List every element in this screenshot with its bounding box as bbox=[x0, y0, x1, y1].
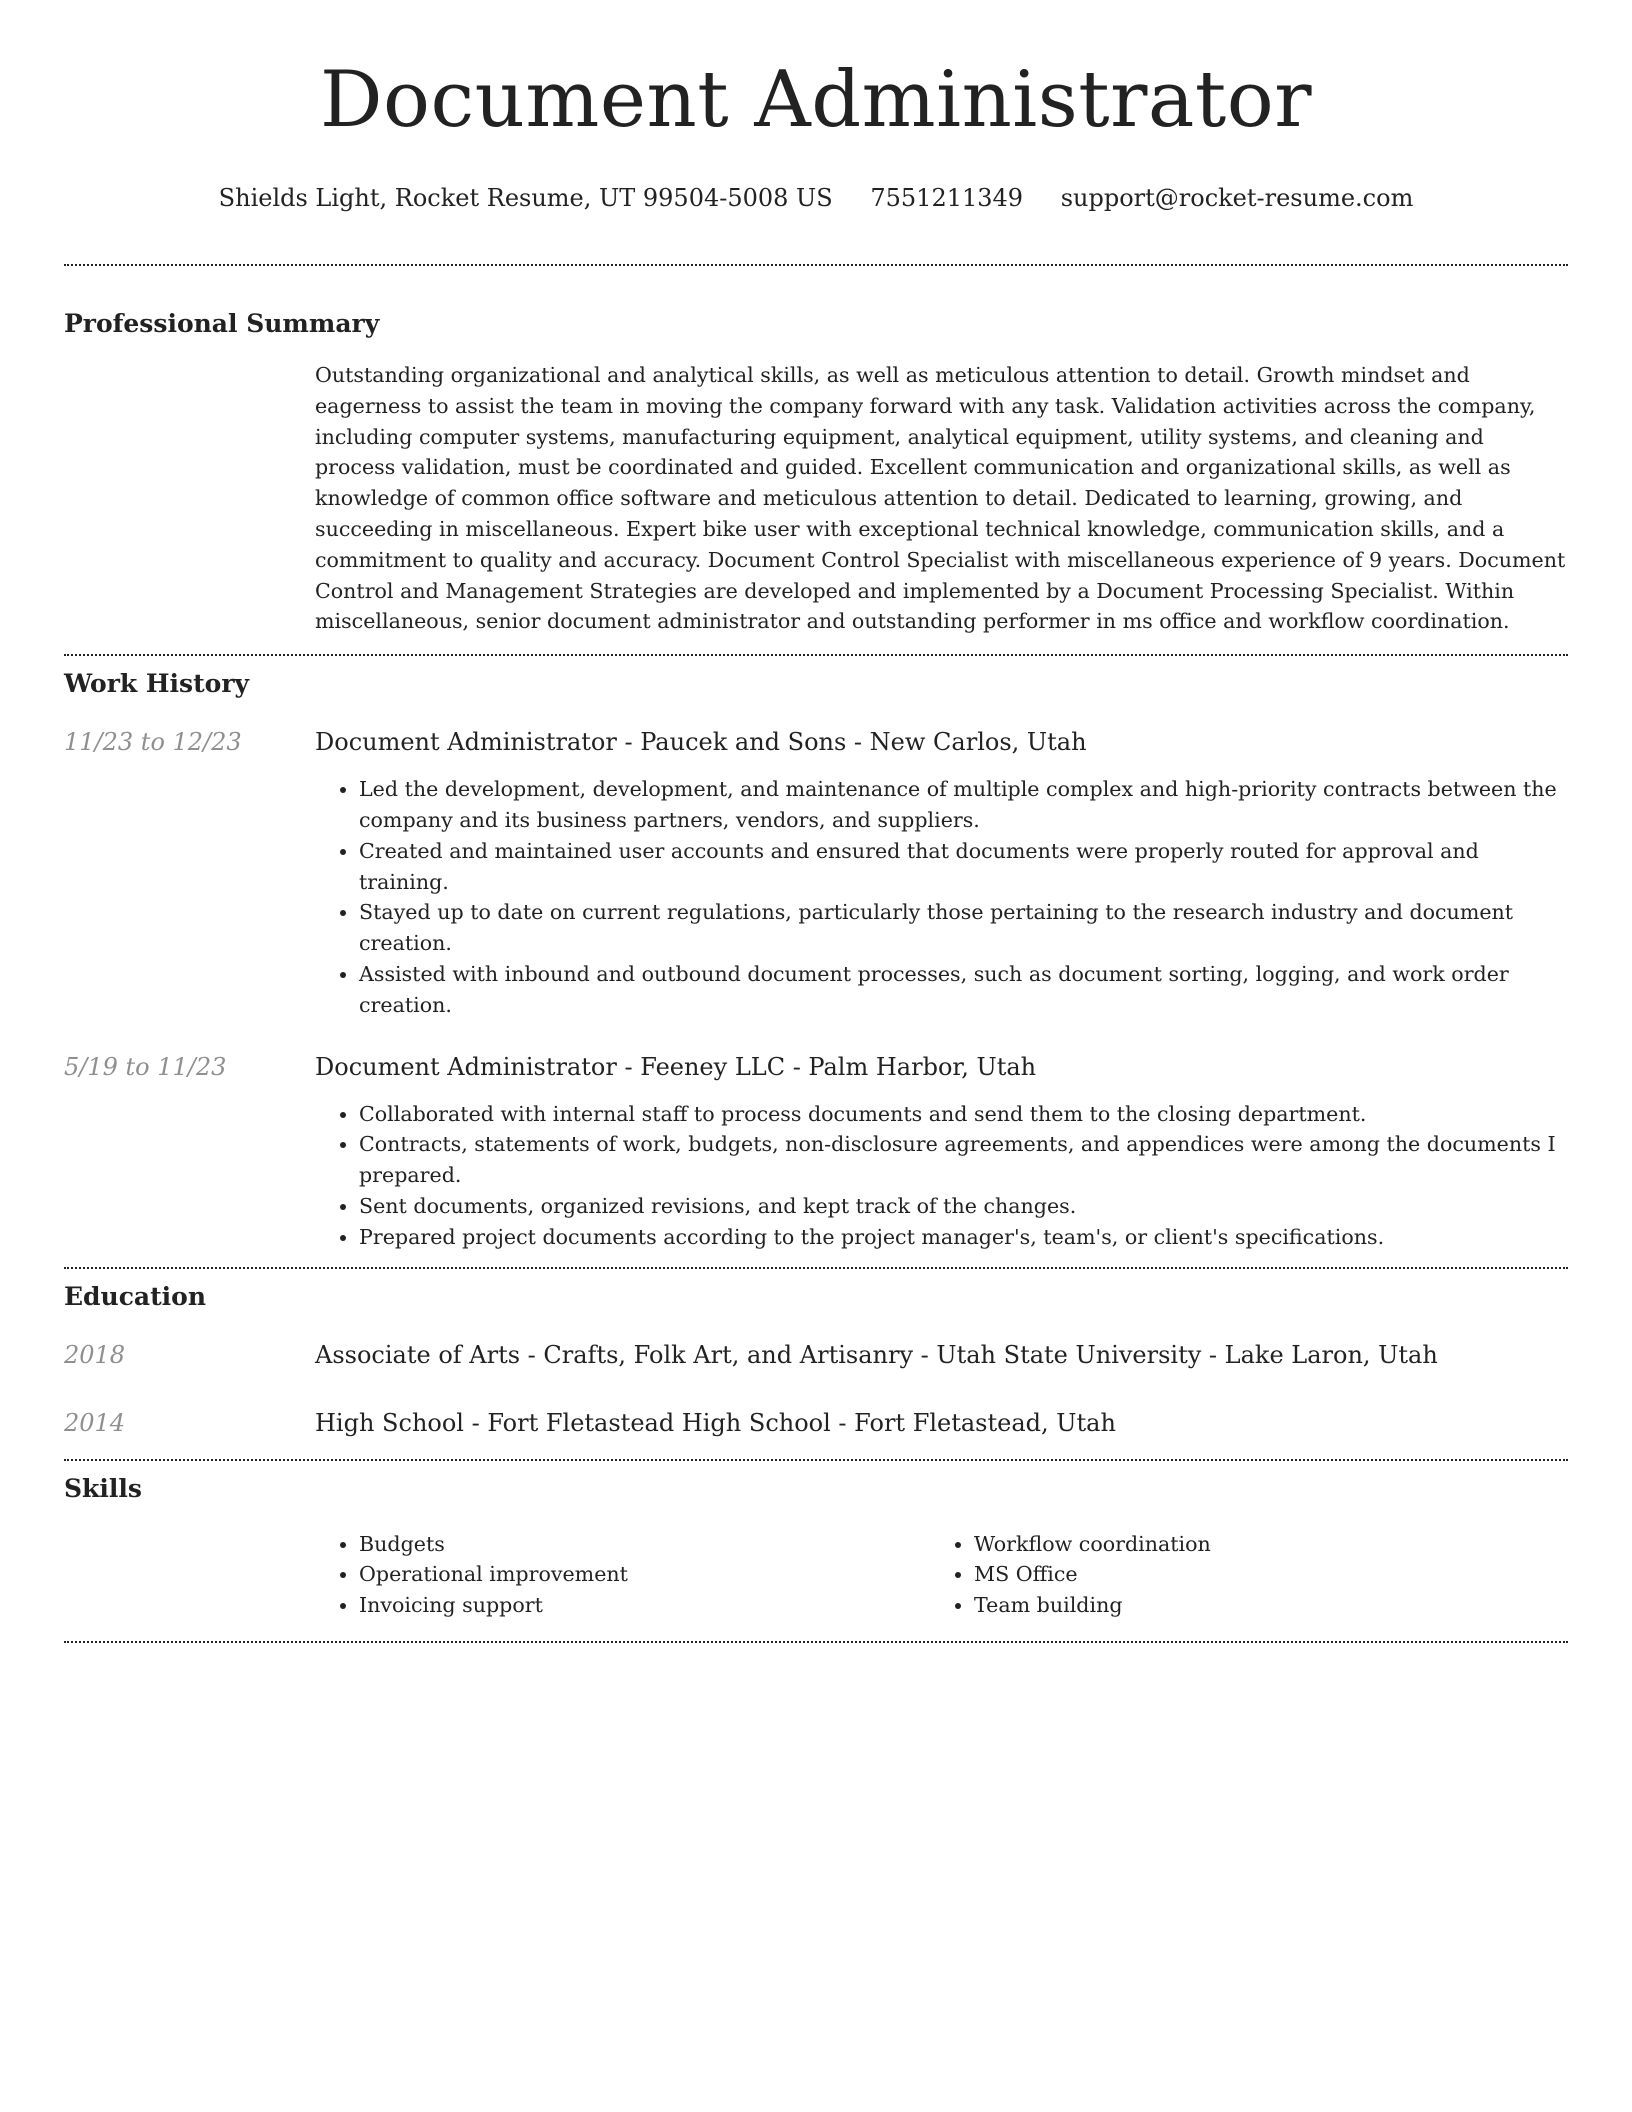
skills-grid bbox=[315, 1529, 1568, 1621]
divider bbox=[64, 1641, 1568, 1643]
job-bullets bbox=[315, 774, 1568, 1020]
summary-text: Outstanding organizational and analytical skills, as well as meticulous attention to detail. Growth mindset and eagerness to assist the team in moving the company forward with any task. Validation activities across the company, including computer systems, manufacturing equipment, analytical equipment, utility systems, and cleaning and process validation, must be coordinated and guided. Excellent communication and organizational skills, as well as knowledge of common office software and meticulous attention to detail. Dedicated to learning, growing, and succeeding in miscellaneous. Expert bike user with exceptional technical knowledge, communication skills, and a commitment to quality and accuracy. Document Control Specialist with miscellaneous experience of 9 years. Document Control and Management Strategies are developed and implemented by a Document Processing Specialist. Within miscellaneous, senior document administrator and outstanding performer in ms office and workflow coordination. bbox=[315, 363, 1566, 634]
job-heading bbox=[315, 726, 1568, 758]
job-dates: 5/19 to 11/23 bbox=[64, 1052, 227, 1081]
job-role: Document Administrator bbox=[315, 1052, 617, 1081]
education-degree: Associate of Arts - Crafts, Folk Art, and Artisanry bbox=[315, 1340, 913, 1369]
divider bbox=[64, 264, 1568, 266]
skill-item: • Team building bbox=[974, 1590, 1545, 1621]
summary-spacer bbox=[64, 360, 315, 637]
skill-item: • Workflow coordination bbox=[974, 1529, 1545, 1560]
contact-line bbox=[64, 182, 1568, 214]
skill-item: • Budgets bbox=[359, 1529, 930, 1560]
job-bullet: • Prepared project documents according to the project manager's, team's, or client's specifications. bbox=[359, 1222, 1568, 1253]
section-title-education: Education bbox=[64, 1281, 207, 1311]
job-bullet: • Assisted with inbound and outbound document processes, such as document sorting, logging, and work order creation. bbox=[359, 959, 1568, 1021]
summary-section bbox=[64, 308, 1568, 637]
skill-item: • Operational improvement bbox=[359, 1559, 930, 1590]
education-year: 2014 bbox=[64, 1408, 126, 1437]
job-entry bbox=[64, 1051, 1568, 1253]
education-entry bbox=[64, 1407, 1568, 1439]
job-role: Document Administrator bbox=[315, 728, 617, 757]
job-bullet: • Collaborated with internal staff to process documents and send them to the closing department. bbox=[359, 1099, 1568, 1130]
skills-list-left bbox=[315, 1529, 930, 1621]
job-bullet: • Contracts, statements of work, budgets, non-disclosure agreements, and appendices were among the documents I prepared. bbox=[359, 1129, 1568, 1191]
education-section bbox=[64, 1281, 1568, 1439]
section-title-skills: Skills bbox=[64, 1473, 142, 1503]
education-details: - Fort Fletastead High School - Fort Fletastead, Utah bbox=[463, 1408, 1116, 1437]
divider bbox=[64, 1267, 1568, 1269]
contact-address: Shields Light, Rocket Resume, UT 99504-5008 US bbox=[218, 184, 833, 212]
divider bbox=[64, 654, 1568, 656]
job-entry bbox=[64, 726, 1568, 1020]
job-dates: 11/23 to 12/23 bbox=[64, 728, 242, 757]
section-title-work: Work History bbox=[64, 669, 250, 699]
skills-list-right bbox=[930, 1529, 1545, 1621]
resume-page bbox=[64, 0, 1568, 1643]
job-details: - Feeney LLC - Palm Harbor, Utah bbox=[616, 1052, 1037, 1081]
work-history-section bbox=[64, 668, 1568, 1252]
job-details: - Paucek and Sons - New Carlos, Utah bbox=[616, 728, 1087, 757]
education-details: - Utah State University - Lake Laron, Utah bbox=[913, 1340, 1438, 1369]
skill-item: • MS Office bbox=[974, 1559, 1545, 1590]
education-year: 2018 bbox=[64, 1340, 126, 1369]
contact-email: support@rocket-resume.com bbox=[1060, 184, 1414, 212]
resume-name: Document Administrator bbox=[319, 55, 1313, 145]
job-heading bbox=[315, 1051, 1568, 1083]
education-heading bbox=[315, 1339, 1568, 1371]
job-bullet: • Sent documents, organized revisions, and kept track of the changes. bbox=[359, 1191, 1568, 1222]
education-heading bbox=[315, 1407, 1568, 1439]
job-bullet: • Stayed up to date on current regulations, particularly those pertaining to the research industry and document creation. bbox=[359, 897, 1568, 959]
education-entry bbox=[64, 1339, 1568, 1371]
divider bbox=[64, 1459, 1568, 1461]
skill-item: • Invoicing support bbox=[359, 1590, 930, 1621]
skills-spacer bbox=[64, 1529, 315, 1621]
skills-section bbox=[64, 1473, 1568, 1621]
education-degree: High School bbox=[315, 1408, 464, 1437]
job-bullets bbox=[315, 1099, 1568, 1253]
job-bullet: • Led the development, development, and maintenance of multiple complex and high-priority contracts between the company and its business partners, vendors, and suppliers. bbox=[359, 774, 1568, 836]
contact-phone: 7551211349 bbox=[870, 184, 1024, 212]
section-title-summary: Professional Summary bbox=[64, 309, 380, 338]
job-bullet: • Created and maintained user accounts and ensured that documents were properly routed for approval and training. bbox=[359, 836, 1568, 898]
